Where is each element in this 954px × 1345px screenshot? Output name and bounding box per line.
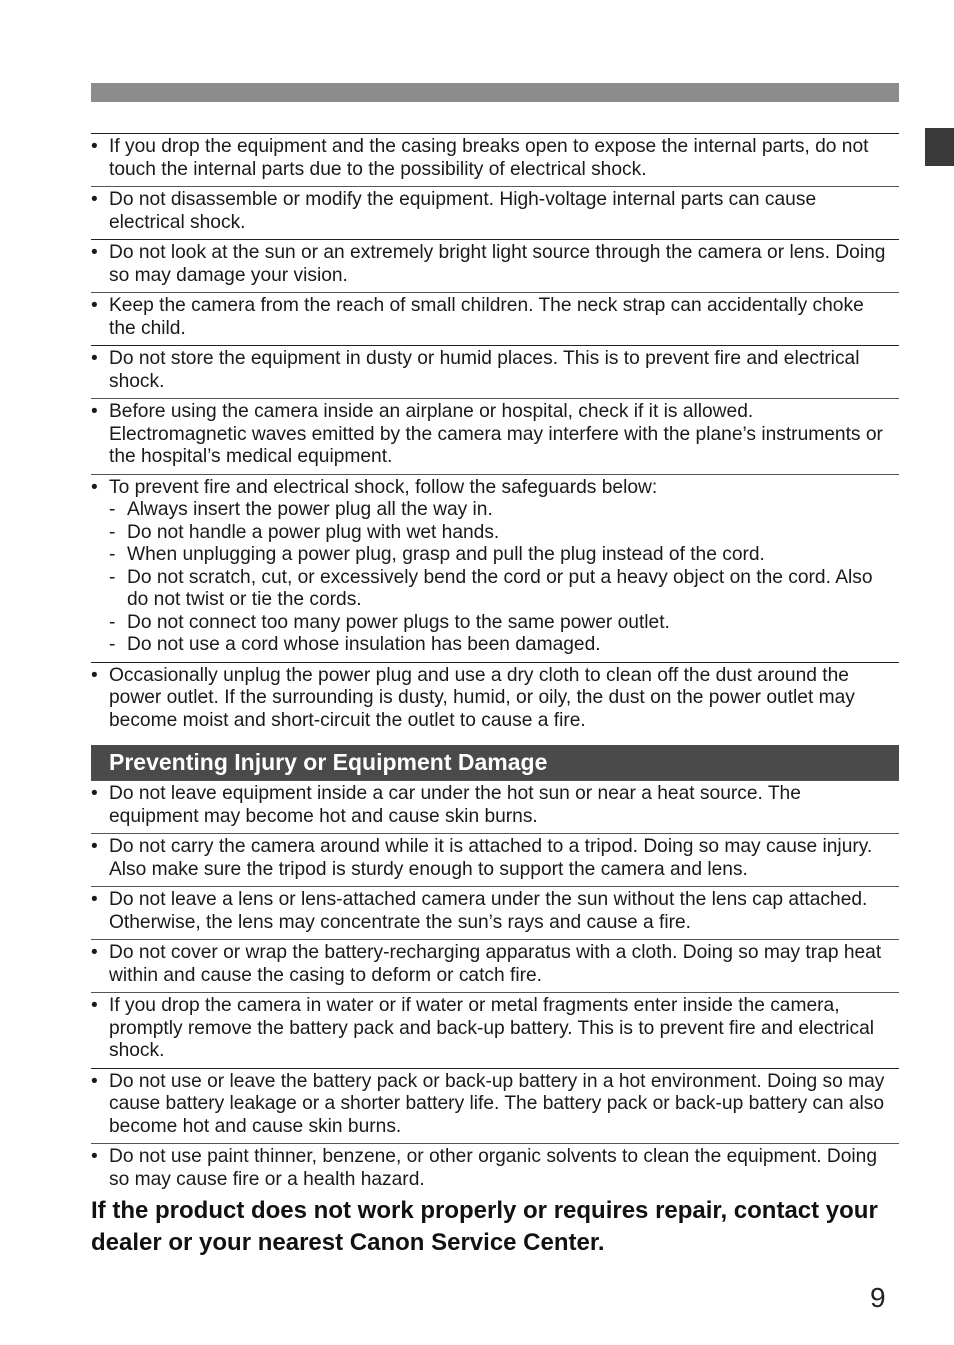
safety-item bbox=[91, 886, 899, 939]
safety-item bbox=[91, 1143, 899, 1196]
safety-item-text: If you drop the equipment and the casing breaks open to expose the internal parts, do not touch the internal parts due to the possibility of electrical shock. bbox=[109, 136, 869, 180]
safeguard-item bbox=[109, 499, 895, 522]
safety-item-text: Occasionally unplug the power plug and use a dry cloth to clean off the dust around the power outlet. If the surrounding is dusty, humid, or oily, the dust on the power outlet may become moist and short-circuit the outlet to cause a fire. bbox=[109, 664, 855, 731]
safety-item-text: Before using the camera inside an airplane or hospital, check if it is allowed. Electromagnetic waves emitted by the camera may interfere with the plane’s instruments or the hospital’s medical equipment. bbox=[109, 401, 883, 467]
safeguard-text: When unplugging a power plug, grasp and pull the plug instead of the cord. bbox=[127, 544, 765, 565]
safety-item bbox=[91, 345, 899, 398]
bullet-icon: • bbox=[91, 242, 98, 263]
bullet-icon: • bbox=[91, 136, 98, 157]
safety-item bbox=[91, 398, 899, 474]
safety-item bbox=[91, 992, 899, 1068]
bullet-icon: • bbox=[91, 995, 98, 1016]
dash-icon: - bbox=[109, 611, 116, 633]
dash-icon: - bbox=[109, 544, 116, 565]
safety-item-text: Do not carry the camera around while it is attached to a tripod. Doing so may cause injury. Also make sure the tripod is sturdy enough to support the camera and lens. bbox=[109, 836, 873, 880]
bullet-icon: • bbox=[91, 889, 98, 910]
safety-item-text: Do not cover or wrap the battery-recharging apparatus with a cloth. Doing so may trap heat within and cause the casing to deform or catch fire. bbox=[109, 942, 882, 986]
bullet-icon: • bbox=[91, 783, 98, 804]
safety-item-text: Do not leave equipment inside a car under the hot sun or near a heat source. The equipment may become hot and cause skin burns. bbox=[109, 783, 801, 827]
bullet-icon: • bbox=[91, 476, 98, 498]
safety-item bbox=[91, 186, 899, 239]
safety-item-text: Do not disassemble or modify the equipment. High-voltage internal parts can cause electrical shock. bbox=[109, 189, 817, 233]
safety-item bbox=[91, 1068, 899, 1144]
section-heading: Preventing Injury or Equipment Damage bbox=[91, 745, 899, 780]
safeguard-text: Do not use a cord whose insulation has been damaged. bbox=[127, 634, 601, 655]
safety-item-text: Do not use or leave the battery pack or back-up battery in a hot environment. Doing so may cause battery leakage or a shorter battery life. The battery pack or back-up battery can also become hot and cause skin burns. bbox=[109, 1070, 885, 1137]
safety-list-top bbox=[91, 133, 899, 737]
bullet-icon: • bbox=[91, 1146, 98, 1167]
safety-item-text: Do not look at the sun or an extremely bright light source through the camera or lens. Doing so may damage your vision. bbox=[109, 242, 886, 286]
bullet-icon: • bbox=[91, 295, 98, 316]
safety-content bbox=[91, 133, 899, 1196]
safety-item-text: Do not leave a lens or lens-attached camera under the sun without the lens cap attached. Otherwise, the lens may concentrate the sun’s rays and cause a fire. bbox=[109, 889, 868, 933]
safety-item-text: Keep the camera from the reach of small children. The neck strap can accidentally choke the child. bbox=[109, 295, 864, 339]
safety-item bbox=[91, 833, 899, 886]
bullet-icon: • bbox=[91, 942, 98, 963]
safety-item bbox=[91, 474, 899, 662]
safeguard-text: Do not handle a power plug with wet hands. bbox=[127, 521, 500, 543]
safety-item bbox=[91, 662, 899, 738]
safeguard-item bbox=[109, 567, 895, 612]
dash-icon: - bbox=[109, 566, 116, 588]
safety-item-text: If you drop the camera in water or if water or metal fragments enter inside the camera, promptly remove the battery pack and back-up battery. This is to prevent fire and electrical shock. bbox=[109, 995, 875, 1061]
safety-item bbox=[91, 133, 899, 186]
dash-icon: - bbox=[109, 499, 116, 520]
safeguard-item bbox=[109, 544, 895, 567]
page-number: 9 bbox=[870, 1282, 886, 1313]
safety-item-text: Do not store the equipment in dusty or humid places. This is to prevent fire and electrical shock. bbox=[109, 348, 860, 392]
safeguard-list bbox=[109, 499, 895, 657]
chapter-tab bbox=[925, 128, 954, 166]
safeguard-item bbox=[109, 612, 895, 635]
bullet-icon: • bbox=[91, 348, 98, 369]
bullet-icon: • bbox=[91, 664, 98, 686]
dash-icon: - bbox=[109, 521, 116, 543]
header-rule-bar bbox=[91, 83, 899, 102]
service-notice: If the product does not work properly or requires repair, contact your dealer or your nearest Canon Service Center. bbox=[91, 1197, 878, 1256]
safeguard-item bbox=[109, 634, 895, 657]
safety-item-text: To prevent fire and electrical shock, follow the safeguards below: bbox=[109, 476, 658, 498]
bullet-icon: • bbox=[91, 836, 98, 857]
safety-item bbox=[91, 780, 899, 833]
dash-icon: - bbox=[109, 634, 116, 655]
safety-item bbox=[91, 939, 899, 992]
safety-item bbox=[91, 239, 899, 292]
safeguard-text: Do not scratch, cut, or excessively bend the cord or put a heavy object on the cord. Also do not twist or tie the cords. bbox=[127, 566, 873, 610]
safeguard-text: Always insert the power plug all the way in. bbox=[127, 499, 493, 520]
safety-list-bottom bbox=[91, 780, 899, 1196]
safeguard-text: Do not connect too many power plugs to the same power outlet. bbox=[127, 611, 670, 633]
bullet-icon: • bbox=[91, 401, 98, 422]
bullet-icon: • bbox=[91, 189, 98, 210]
safety-item-text: Do not use paint thinner, benzene, or other organic solvents to clean the equipment. Doing so may cause fire or a health hazard. bbox=[109, 1146, 877, 1190]
bullet-icon: • bbox=[91, 1070, 98, 1092]
safety-item bbox=[91, 292, 899, 345]
safeguard-item bbox=[109, 522, 895, 545]
